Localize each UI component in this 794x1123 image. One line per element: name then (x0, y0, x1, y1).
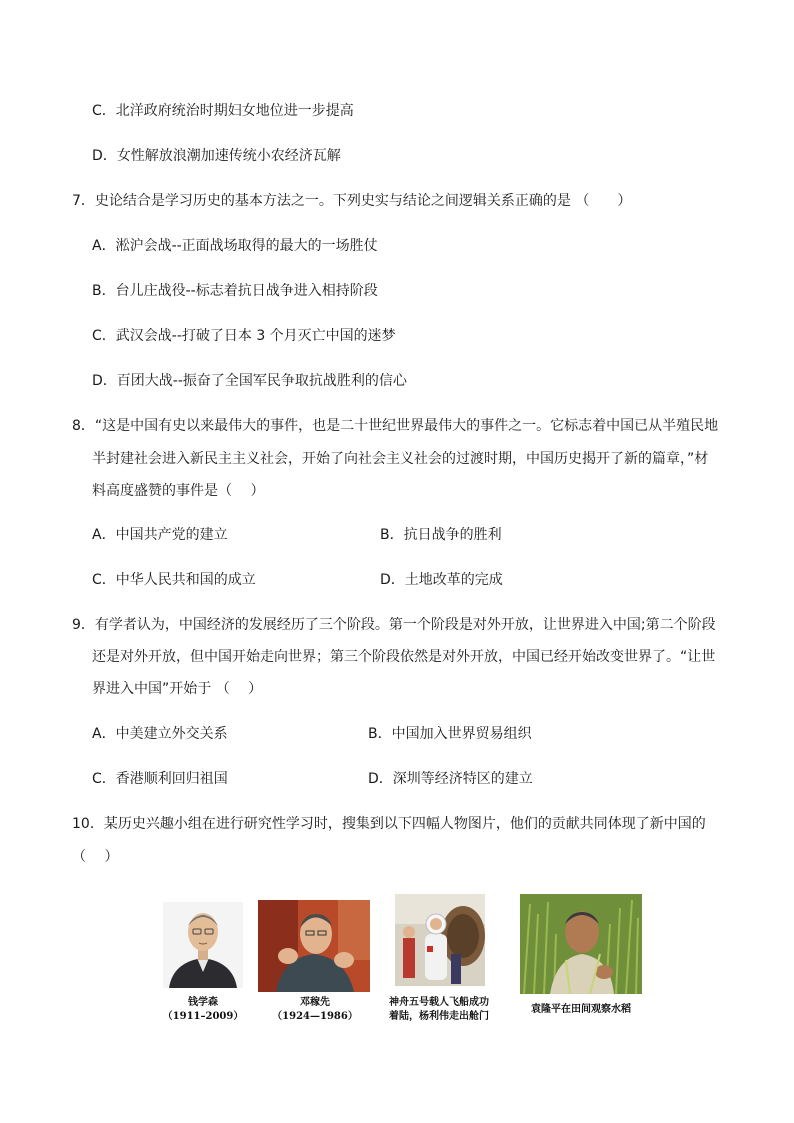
q10-stem-line1: 10．某历史兴趣小组在进行研究性学习时，搜集到以下四幅人物图片，他们的贡献共同体现了新中国的 (72, 816, 706, 832)
q9-option-d: D．深圳等经济特区的建立 (368, 771, 533, 787)
caption-deng-jiaxian (270, 996, 360, 1024)
q8-option-b: B．抗日战争的胜利 (380, 527, 502, 543)
caption-yuan-longping (515, 1003, 647, 1017)
q10-stem-line2: （ ） (72, 849, 119, 865)
caption-deng-jiaxian-name: 邓稼先 (300, 997, 330, 1008)
caption-shenzhou (372, 996, 506, 1024)
q9-option-c: C．香港顺利回归祖国 (92, 771, 228, 787)
caption-qian-xuesen (158, 996, 248, 1024)
q8-stem-line2: 半封建社会进入新民主主义社会，开始了向社会主义社会的过渡时期，中国历史揭开了新的篇章，”材 (92, 451, 709, 467)
caption-shenzhou-line2: 着陆，杨利伟走出舱门 (389, 1011, 489, 1022)
q8-stem-line3: 料高度盛赞的事件是（ ） (92, 483, 265, 499)
qian-xuesen-photo (163, 902, 243, 988)
q9-option-a: A．中美建立外交关系 (92, 726, 228, 742)
q6-option-d: D．女性解放浪潮加速传统小农经济瓦解 (92, 148, 341, 164)
q9-stem-line1: 9．有学者认为，中国经济的发展经历了三个阶段。第一个阶段是对外开放，让世界进入中国;第二个阶段 (72, 617, 716, 633)
q9-stem-line3: 界进入中国”开始于 （ ） (92, 681, 263, 697)
q8-option-c: C．中华人民共和国的成立 (92, 572, 256, 588)
caption-qian-xuesen-name: 钱学森 (188, 997, 218, 1008)
caption-qian-xuesen-years: （1911–2009） (162, 1011, 244, 1022)
q9-option-b: B．中国加入世界贸易组织 (368, 726, 532, 742)
q9-stem-line2: 还是对外开放，但中国开始走向世界；第三个阶段依然是对外开放，中国已经开始改变世界了。“让世 (92, 649, 716, 665)
q8-option-a: A．中国共产党的建立 (92, 527, 228, 543)
q6-option-c: C．北洋政府统治时期妇女地位进一步提高 (92, 103, 354, 119)
yuan-longping-photo (520, 894, 642, 994)
q7-option-b: B．台儿庄战役--标志着抗日战争进入相持阶段 (92, 283, 378, 299)
caption-yuan-longping-line1: 袁隆平在田间观察水稻 (531, 1004, 631, 1015)
caption-shenzhou-line1: 神舟五号载人飞船成功 (389, 997, 489, 1008)
q8-stem-line1: 8．“这是中国有史以来最伟大的事件，也是二十世纪世界最伟大的事件之一。它标志着中国已从半殖民地 (72, 418, 719, 434)
shenzhou-astronaut-photo (395, 894, 485, 986)
caption-deng-jiaxian-years: （1924—1986） (272, 1011, 358, 1022)
q8-option-d: D．土地改革的完成 (380, 572, 503, 588)
q7-option-c: C．武汉会战--打破了日本 3 个月灭亡中国的迷梦 (92, 328, 396, 344)
q7-option-a: A．淞沪会战--正面战场取得的最大的一场胜仗 (92, 238, 378, 254)
deng-jiaxian-photo (258, 900, 370, 992)
q7-option-d: D．百团大战--振奋了全国军民争取抗战胜利的信心 (92, 373, 407, 389)
q7-stem: 7．史论结合是学习历史的基本方法之一。下列史实与结论之间逻辑关系正确的是 （ ） (72, 193, 632, 209)
